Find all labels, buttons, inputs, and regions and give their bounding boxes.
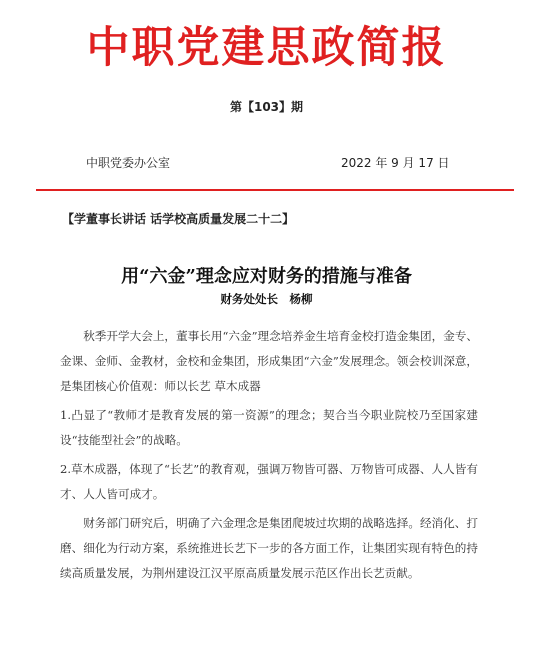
masthead-title: 中职党建思政简报 (86, 23, 447, 73)
article-body (60, 324, 478, 586)
column-heading: 【学董事长讲话 话学校高质量发展二十二】 (62, 212, 295, 226)
article-byline: 财务处处长 杨柳 (220, 292, 313, 306)
article-title: 用“六金”理念应对财务的措施与准备 (121, 266, 412, 287)
issue-date: 2022 年 9 月 17 日 (341, 156, 450, 170)
body-paragraph: 财务部门研究后，明确了六金理念是集团爬坡过坎期的战略选择。经消化、打磨、细化为行动方案，系统推进长艺下一步的各方面工作，让集团实现有特色的持续高质量发展，为荆州建设江汉平原高质量发展示范区作出长艺贡献。 (60, 516, 478, 580)
issue-number: 第【103】期 (229, 100, 304, 114)
body-paragraph: 2.草木成器，体现了“长艺”的教育观，强调万物皆可器、万物皆可成器、人人皆有才、人人皆可成才。 (60, 462, 478, 501)
body-paragraph: 1.凸显了“教师才是教育发展的第一资源”的理念；契合当今职业院校乃至国家建设“技能型社会”的战略。 (60, 408, 478, 447)
body-paragraph: 秋季开学大会上，董事长用“六金”理念培养金生培育金校打造金集团，金专、金课、金师、金教材，金校和金集团，形成集团“六金”发展理念。领会校训深意，是集团核心价值观：师以长艺 草木成器 (60, 329, 478, 393)
issuing-office: 中职党委办公室 (86, 156, 171, 170)
red-divider-rule (36, 189, 514, 191)
